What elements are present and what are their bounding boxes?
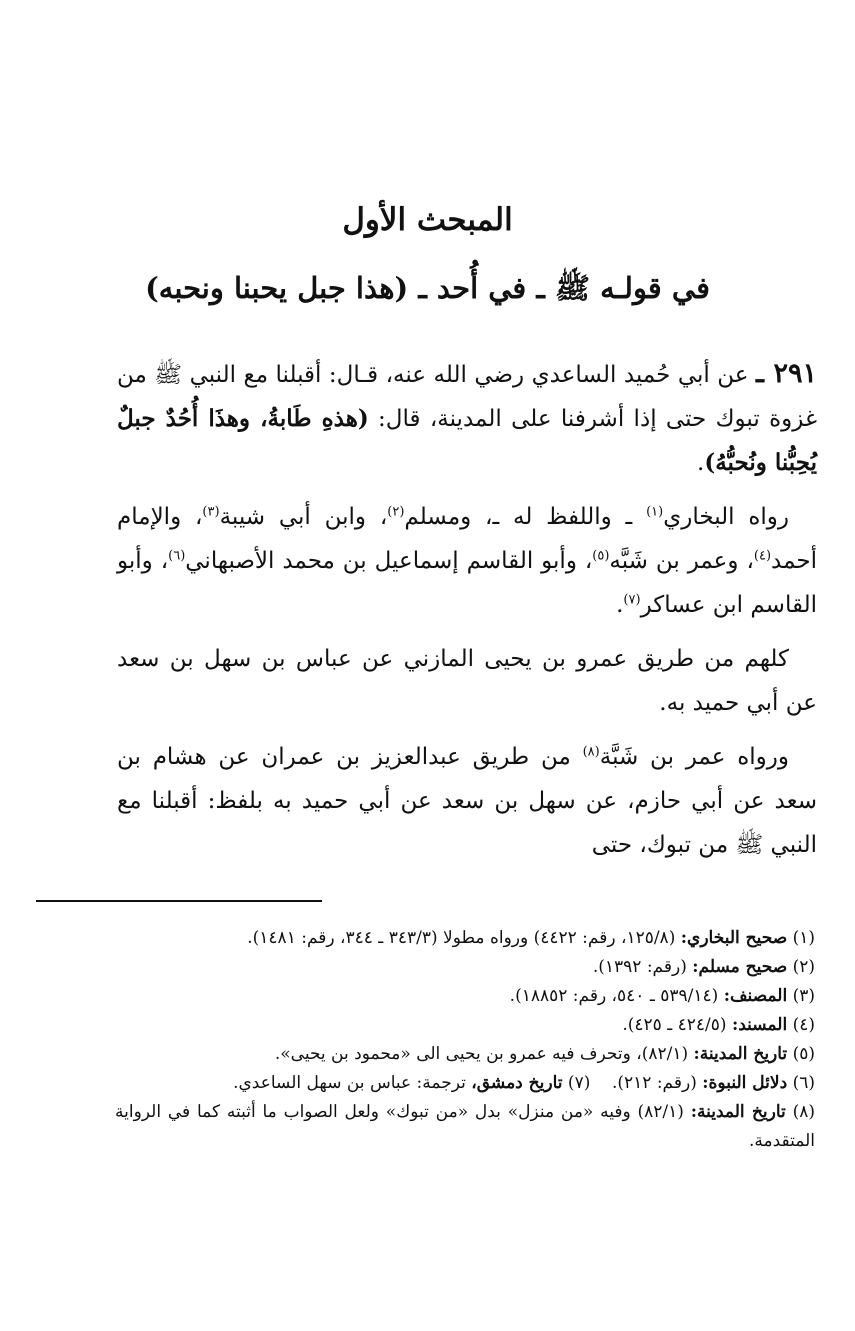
hadith-end: . [697,450,705,476]
footnote-source: صحيح مسلم: [692,957,788,977]
footnote-3 [115,982,815,1011]
hadith-paragraph [117,352,817,485]
footnote-number: (٧) [567,1073,591,1093]
footnote-reference: (١٢٥/٨، رقم: ٤٤٢٢) ورواه مطولا (٣٤٣/٣ ـ ٣٤٤، رقم: ١٤٨١). [247,928,681,948]
text-segment: ، وعمر بن شَبَّه [609,548,754,574]
footnote-source: تاريخ دمشق، [471,1073,563,1093]
footnote-reference: (رقم: ٢١٢). [611,1073,703,1093]
footnote-reference: (٥٣٩/١٤ ـ ٥٤٠، رقم: ١٨٨٥٢). [509,986,724,1006]
narrators-paragraph [117,495,817,627]
footnote-ref-3[interactable]: (٣) [202,504,220,520]
text-segment: ، والإمام أحمد [117,504,817,574]
footnote-ref-7[interactable]: (٧) [623,592,641,608]
hadith-quote: (هذهِ طَابةُ، وهذَا أُحُدٌ جبلٌ يُحِبُّنا ونُحبُّهُ) [117,405,817,476]
text-segment: من طريق عبدالعزيز بن عمران عن هشام بن سعد عن أبي حازم، عن سهل بن سعد عن أبي حميد به بلفظ: أقبلنا مع النبي ﷺ من تبوك، حتى [117,744,817,858]
page-subtitle: في قولـه ﷺ ـ في أُحد ـ (هذا جبل يحبنا ونحبه) [145,271,710,305]
footnote-ref-5[interactable]: (٥) [592,548,610,564]
footnote-ref-8[interactable]: (٨) [582,744,600,760]
footnote-source: تاريخ المدينة: [690,1102,786,1122]
footnote-source: المصنف: [723,986,788,1006]
footnote-1 [115,924,815,953]
text-segment: ، وأبو القاسم ابن عساكر [117,548,817,618]
footnote-ref-6[interactable]: (٦) [168,548,186,564]
text-segment: ، وابن أبي شيبة [219,504,388,530]
footnote-reference: (٨٢/١) وفيه «من منزل» بدل «من تبوك» ولعل الصواب ما أثبته كما في الرواية المتقدمة. [115,1102,815,1151]
footnote-reference: (٨٢/١)، وتحرف فيه عمرو بن يحيى الى «محمود بن يحيى». [274,1044,694,1064]
hadith-dash: ـ [756,358,774,389]
text-segment: ، وأبو القاسم إسماعيل بن محمد الأصبهاني [185,548,593,574]
chain-paragraph: كلهم من طريق عمرو بن يحيى المازني عن عباس بن سهل بن سعد عن أبي حميد به. [117,646,817,716]
alt-narration-paragraph [117,735,817,867]
footnote-reference: (رقم: ١٣٩٢). [592,957,693,977]
text-segment: ورواه عمر بن شَبَّة [599,744,789,770]
footnote-2 [115,953,815,982]
footnote-6-7 [115,1069,815,1098]
footnote-source: تاريخ المدينة: [693,1044,788,1064]
footnote-number: (٢) [792,957,815,977]
footnote-source: صحيح البخاري: [680,928,788,948]
footnote-number: (٥) [792,1044,815,1064]
footnote-number: (٣) [792,986,815,1006]
text-segment: . [616,592,624,618]
footnote-8 [115,1098,815,1156]
text-segment: ـ واللفظ له ـ، ومسلم [404,504,647,530]
footnote-reference: ترجمة: عباس بن سهل الساعدي. [233,1073,472,1093]
footnote-number: (٦) [792,1073,815,1093]
footnote-ref-2[interactable]: (٢) [387,504,405,520]
footnote-ref-4[interactable]: (٤) [753,548,772,564]
footnote-reference: (٤٢٤/٥ ـ ٤٢٥). [622,1015,732,1035]
footnote-divider [36,900,322,902]
hadith-text: عن أبي حُميد الساعدي رضي الله عنه، قـال: أقبلنا مع النبي ﷺ من غزوة تبوك حتى إذا أشرفنا على المدينة، قال: [117,362,817,432]
footnote-number: (١) [792,928,815,948]
footnote-source: المسند: [731,1015,788,1035]
footnote-5 [115,1040,815,1069]
footnote-number: (٨) [792,1102,815,1122]
footnotes [115,924,815,1156]
main-text [117,352,817,877]
footnote-number: (٤) [792,1015,815,1035]
text-segment: رواه البخاري [663,504,789,530]
footnote-ref-1[interactable]: (١) [646,504,664,520]
footnote-4 [115,1011,815,1040]
footnote-source: دلائل النبوة: [702,1073,788,1093]
page-title: المبحث الأول [342,202,513,238]
hadith-number: ٢٩١ [773,358,817,389]
